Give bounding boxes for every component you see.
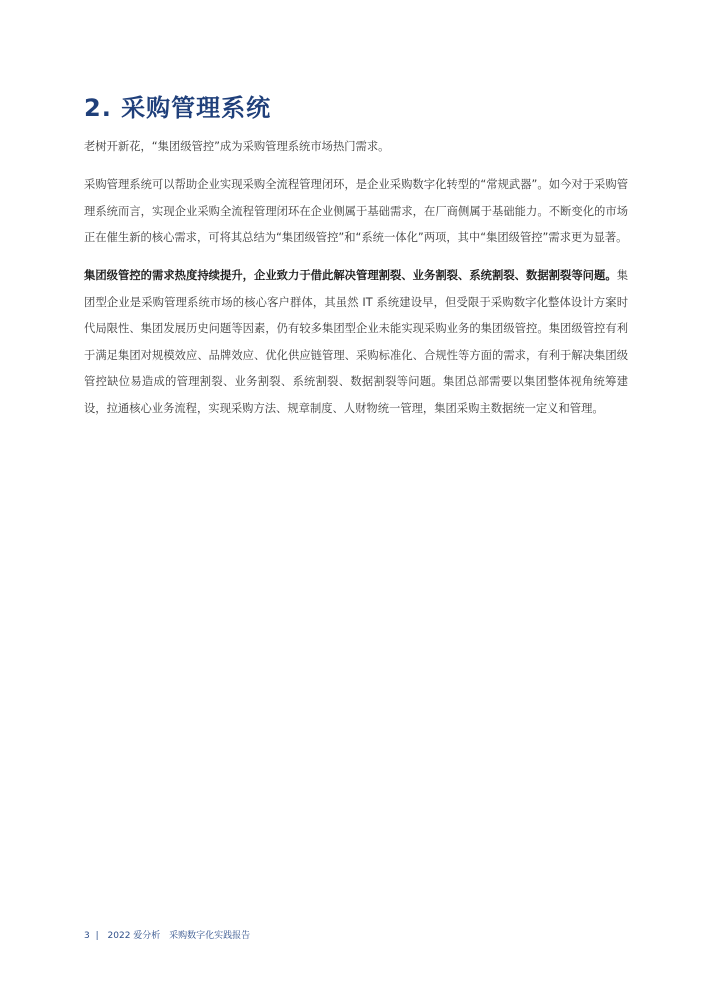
third-paragraph-lead: 集团级管控的需求热度持续提升，企业致力于借此解决管理割裂、业务割裂、系统割裂、数据割裂等问题。 <box>84 269 617 282</box>
footer-report-title: 采购数字化实践报告 <box>169 931 251 941</box>
section-heading: 2. 采购管理系统 <box>84 94 272 122</box>
footer-year-brand: 2022 爱分析 <box>107 931 161 941</box>
third-paragraph <box>84 263 628 422</box>
page-footer <box>84 928 250 941</box>
page-number: 3 <box>84 931 90 941</box>
footer-separator: | <box>95 931 99 941</box>
intro-paragraph: 老树开新花，“集团级管控”成为采购管理系统市场热门需求。 <box>84 140 390 153</box>
third-paragraph-body: 集团型企业是采购管理系统市场的核心客户群体，其虽然 IT 系统建设早，但受限于采购数字化整体设计方案时代局限性、集团发展历史问题等因素，仍有较多集团型企业未能实现采购业务的集团级管控。集团级管控有利于满足集团对规模效应、品牌效应、优化供应链管理、采购标准化、合规性等方面的需求，有利于解决集团级管控缺位易造成的管理割裂、业务割裂、系统割裂、数据割裂等问题。集团总部需要以集团整体视角统筹建设，拉通核心业务流程，实现采购方法、规章制度、人财物统一管理，集团采购主数据统一定义和管理。 <box>84 269 628 415</box>
second-paragraph: 采购管理系统可以帮助企业实现采购全流程管理闭环，是企业采购数字化转型的“常规武器”。如今对于采购管理系统而言，实现企业采购全流程管理闭环在企业侧属于基础需求，在厂商侧属于基础能力。不断变化的市场正在催生新的核心需求，可将其总结为“集团级管控”和“系统一体化”两项，其中“集团级管控”需求更为显著。 <box>84 178 628 244</box>
